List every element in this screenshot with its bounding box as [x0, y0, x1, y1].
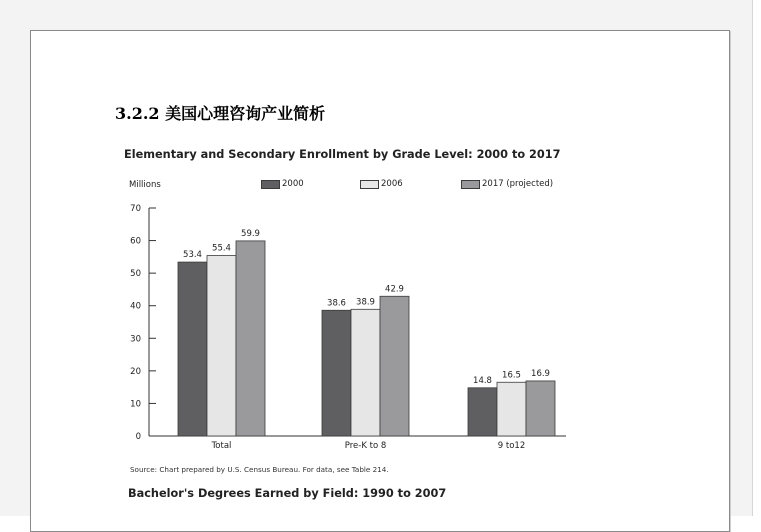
bar-value-label-1-1: 38.9: [356, 297, 375, 308]
bar-0-1: [207, 256, 236, 436]
x-category-label-0: Total: [211, 441, 232, 451]
chart-title: Elementary and Secondary Enrollment by Grade Level: 2000 to 2017: [124, 148, 561, 161]
bar-1-2: [380, 296, 409, 436]
next-chart-title: Bachelor's Degrees Earned by Field: 1990 to 2007: [128, 487, 447, 500]
bar-1-0: [322, 310, 351, 436]
y-axis-units-label: Millions: [129, 180, 161, 190]
y-tick-label-20: 20: [130, 366, 141, 377]
bar-value-label-2-2: 16.9: [531, 368, 550, 379]
y-tick-label-30: 30: [130, 334, 141, 345]
bar-1-1: [351, 309, 380, 436]
bar-2-2: [526, 381, 555, 436]
bar-value-label-1-0: 38.6: [327, 298, 346, 309]
bar-0-0: [178, 262, 207, 436]
y-tick-label-50: 50: [130, 269, 141, 280]
bar-value-label-2-0: 14.8: [473, 375, 492, 386]
y-tick-label-70: 70: [130, 204, 141, 214]
legend-swatch-2017: [461, 180, 480, 189]
chart-source-note: Source: Chart prepared by U.S. Census Bureau. For data, see Table 214.: [130, 465, 389, 474]
bar-value-label-2-1: 16.5: [502, 370, 521, 381]
legend-label-2017: 2017 (projected): [482, 179, 554, 189]
legend-swatch-2000: [261, 180, 280, 189]
legend-label-2006: 2006: [381, 179, 403, 189]
bar-2-0: [468, 388, 497, 436]
legend-item-2000: [261, 178, 304, 190]
legend-item-2006: [360, 178, 403, 190]
bar-0-2: [236, 241, 265, 436]
legend-swatch-2006: [360, 180, 379, 189]
legend-item-2017: [461, 178, 553, 190]
y-tick-label-60: 60: [130, 236, 141, 247]
x-category-label-1: Pre-K to 8: [344, 441, 387, 451]
y-tick-label-10: 10: [130, 399, 141, 410]
y-tick-label-0: 0: [135, 432, 141, 442]
section-heading: 3.2.2 美国心理咨询产业简析: [115, 104, 326, 123]
right-side-panel: [752, 0, 761, 516]
bar-value-label-0-0: 53.4: [183, 250, 202, 261]
y-tick-label-40: 40: [130, 301, 141, 312]
bar-chart: [118, 195, 578, 455]
bar-value-label-0-2: 59.9: [241, 228, 260, 239]
bar-value-label-1-2: 42.9: [385, 284, 404, 295]
bar-value-label-0-1: 55.4: [212, 243, 231, 254]
legend-label-2000: 2000: [282, 179, 304, 189]
bar-2-1: [497, 382, 526, 436]
x-category-label-2: 9 to12: [497, 441, 526, 451]
